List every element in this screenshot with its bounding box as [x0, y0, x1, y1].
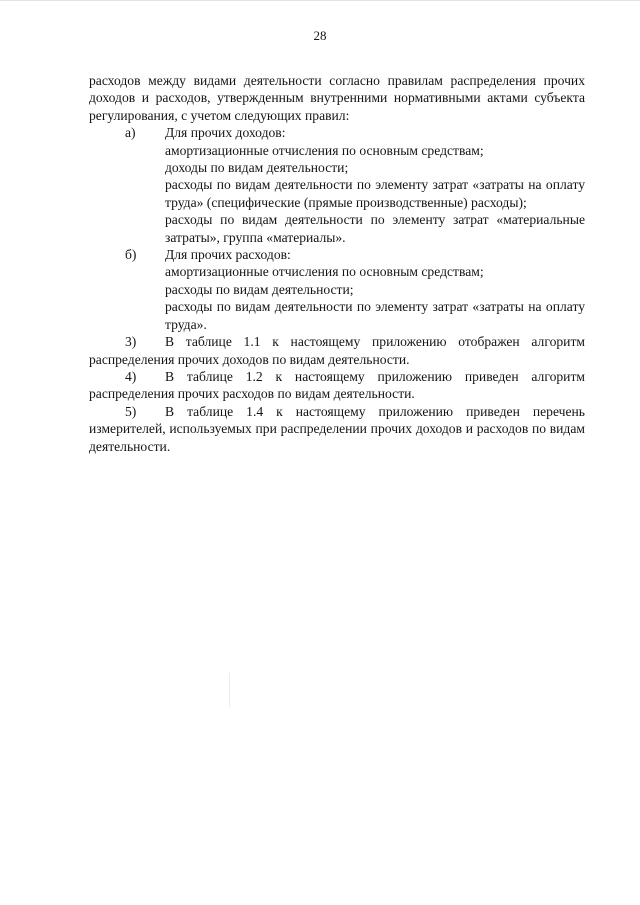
numbered-item-text: В таблице 1.2 к настоящему приложению приведен алгоритм распределения прочих расходов по видам деятельности. — [89, 368, 585, 402]
numbered-item-marker: 3) — [125, 334, 137, 350]
numbered-item-3 — [89, 333, 585, 368]
list-a — [89, 124, 585, 246]
intro-paragraph: расходов между видами деятельности согласно правилам распределения прочих доходов и расходов, утвержденным внутренними нормативными актами субъекта регулирования, с учетом следующих правил: — [89, 73, 585, 123]
list-a-heading: Для прочих доходов: — [165, 125, 286, 141]
list-b-item: расходы по видам деятельности; — [165, 281, 354, 297]
numbered-item-4 — [89, 368, 585, 403]
list-b-item: амортизационные отчисления по основным средствам; — [165, 264, 484, 280]
numbered-item-marker: 4) — [125, 368, 137, 384]
numbered-item-5 — [89, 403, 585, 455]
scan-artifact — [229, 673, 230, 707]
list-b-heading: Для прочих расходов: — [165, 247, 291, 263]
numbered-item-text: В таблице 1.4 к настоящему приложению приведен перечень измерителей, используемых при распределении прочих доходов и расходов по видам деятельности. — [89, 403, 585, 454]
list-b-marker: б) — [125, 247, 137, 263]
list-b-heading-row — [89, 246, 585, 263]
list-b — [89, 246, 585, 333]
list-a-item: амортизационные отчисления по основным средствам; — [165, 142, 484, 158]
list-a-item: расходы по видам деятельности по элементу затрат «затраты на оплату труда» (специфические (прямые производственные) расходы); — [165, 177, 585, 210]
document-body — [89, 72, 585, 455]
list-b-item: расходы по видам деятельности по элементу затрат «затраты на оплату труда». — [165, 299, 585, 332]
numbered-item-marker: 5) — [125, 403, 137, 419]
list-a-items — [165, 142, 585, 246]
list-a-marker: а) — [125, 125, 136, 141]
page-number: 28 — [313, 28, 327, 43]
numbered-item-text: В таблице 1.1 к настоящему приложению отображен алгоритм распределения прочих доходов по видам деятельности. — [89, 334, 585, 367]
list-a-item: расходы по видам деятельности по элементу затрат «материальные затраты», группа «материалы». — [165, 212, 585, 245]
list-a-heading-row — [89, 124, 585, 141]
list-a-item: доходы по видам деятельности; — [165, 160, 349, 176]
list-b-items — [165, 263, 585, 333]
